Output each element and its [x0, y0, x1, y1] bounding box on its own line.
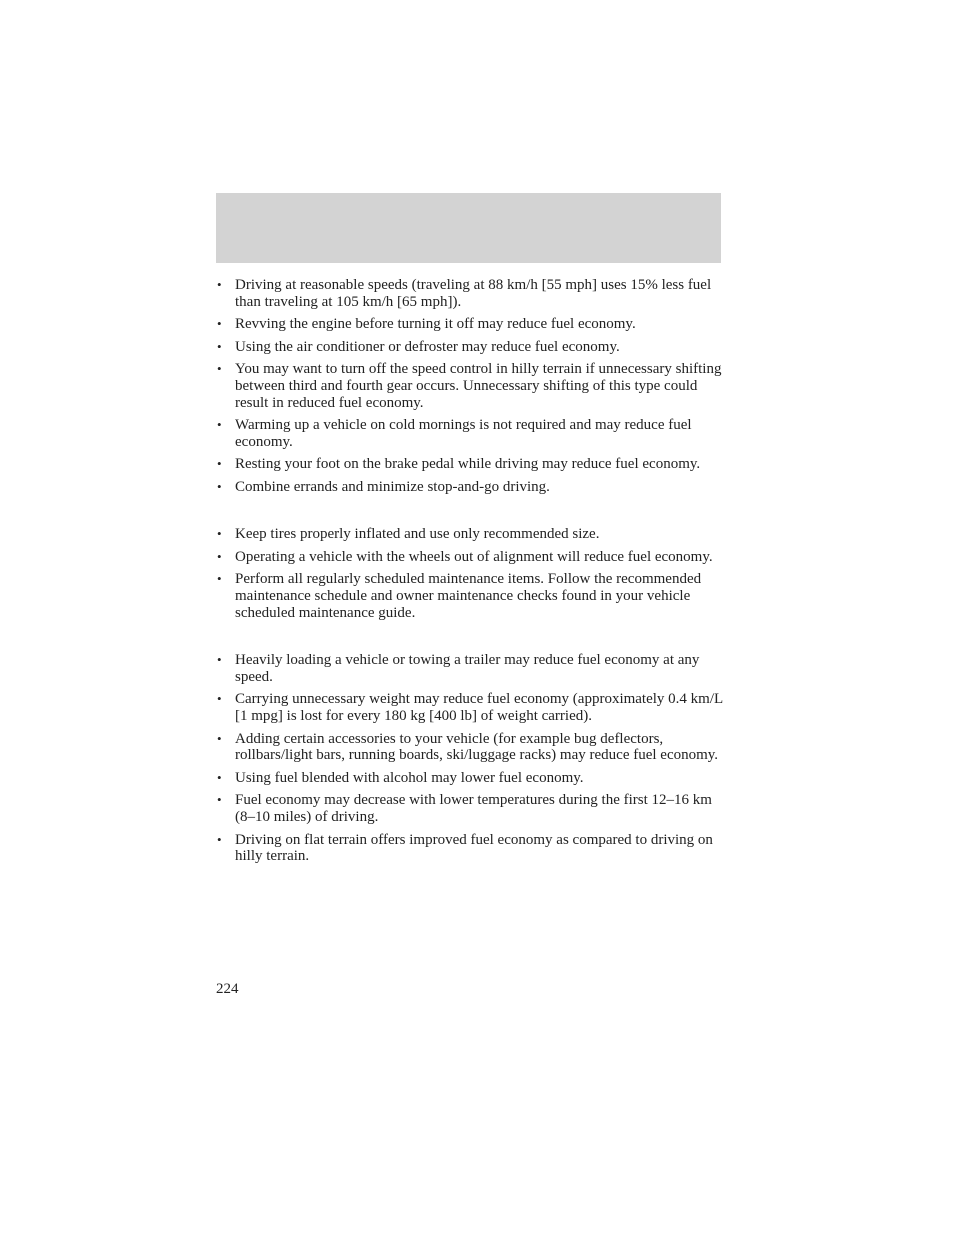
list-item-text: Adding certain accessories to your vehicle (for example bug deflectors, rollbars/light bars, running boards, ski/luggage racks) may reduce fuel economy.: [235, 730, 719, 764]
list-item-text: Driving on flat terrain offers improved fuel economy as compared to driving on hilly terrain.: [235, 831, 713, 865]
page-number: 224: [216, 981, 239, 997]
bullet-icon: •: [217, 456, 222, 472]
group-spacer: [216, 627, 726, 652]
bullet-icon: •: [217, 691, 222, 707]
bullet-icon: •: [217, 792, 222, 808]
list-item-text: Perform all regularly scheduled maintenance items. Follow the recommended maintenance schedule and owner maintenance checks found in your vehicle scheduled maintenance guide.: [235, 571, 702, 621]
bullet-icon: •: [217, 361, 222, 377]
list-item-text: Keep tires properly inflated and use only recommended size.: [235, 526, 600, 543]
list-item: [216, 792, 726, 825]
list-item-text: Operating a vehicle with the wheels out of alignment will reduce fuel economy.: [235, 548, 713, 565]
maintenance-list: [216, 526, 726, 621]
list-item: [216, 691, 726, 724]
bullet-content: [216, 277, 726, 871]
list-item: [216, 770, 726, 787]
list-item: [216, 571, 726, 621]
list-item-text: You may want to turn off the speed control in hilly terrain if unnecessary shifting between third and fourth gear occurs. Unnecessary shifting of this type could result in reduced fuel economy.: [235, 361, 722, 411]
driving-habits-list: [216, 277, 726, 496]
bullet-icon: •: [217, 478, 222, 494]
list-item: [216, 479, 726, 496]
list-item-text: Using fuel blended with alcohol may lower fuel economy.: [235, 769, 584, 786]
conditions-list: [216, 652, 726, 865]
bullet-icon: •: [217, 730, 222, 746]
list-item-text: Combine errands and minimize stop-and-go driving.: [235, 478, 550, 495]
list-item-text: Carrying unnecessary weight may reduce fuel economy (approximately 0.4 km/L [1 mpg] is lost for every 180 kg [400 lb] of weight carried).: [235, 691, 723, 725]
list-item: [216, 361, 726, 411]
bullet-icon: •: [217, 338, 222, 354]
bullet-icon: •: [217, 526, 222, 542]
list-item: [216, 277, 726, 310]
list-item-text: Warming up a vehicle on cold mornings is not required and may reduce fuel economy.: [235, 417, 692, 450]
bullet-icon: •: [217, 652, 222, 668]
bullet-icon: •: [217, 769, 222, 785]
bullet-icon: •: [217, 548, 222, 564]
group-spacer: [216, 501, 726, 526]
section-header-band: [216, 193, 721, 263]
bullet-icon: •: [217, 831, 222, 847]
list-item: [216, 316, 726, 333]
list-item-text: Resting your foot on the brake pedal while driving may reduce fuel economy.: [235, 456, 701, 473]
list-item: [216, 456, 726, 473]
list-item: [216, 549, 726, 566]
list-item-text: Heavily loading a vehicle or towing a trailer may reduce fuel economy at any speed.: [235, 652, 700, 685]
list-item-text: Fuel economy may decrease with lower temperatures during the first 12–16 km (8–10 miles) of driving.: [235, 792, 712, 826]
list-item: [216, 339, 726, 356]
bullet-icon: •: [217, 571, 222, 587]
list-item-text: Using the air conditioner or defroster may reduce fuel economy.: [235, 338, 620, 355]
list-item-text: Driving at reasonable speeds (traveling at 88 km/h [55 mph] uses 15% less fuel than traveling at 105 km/h [65 mph]).: [235, 277, 712, 310]
list-item: [216, 417, 726, 450]
list-item: [216, 832, 726, 865]
bullet-icon: •: [217, 277, 222, 292]
bullet-icon: •: [217, 417, 222, 433]
list-item-text: Revving the engine before turning it off may reduce fuel economy.: [235, 316, 636, 333]
list-item: [216, 652, 726, 685]
list-item: [216, 526, 726, 543]
bullet-icon: •: [217, 316, 222, 332]
list-item: [216, 731, 726, 764]
